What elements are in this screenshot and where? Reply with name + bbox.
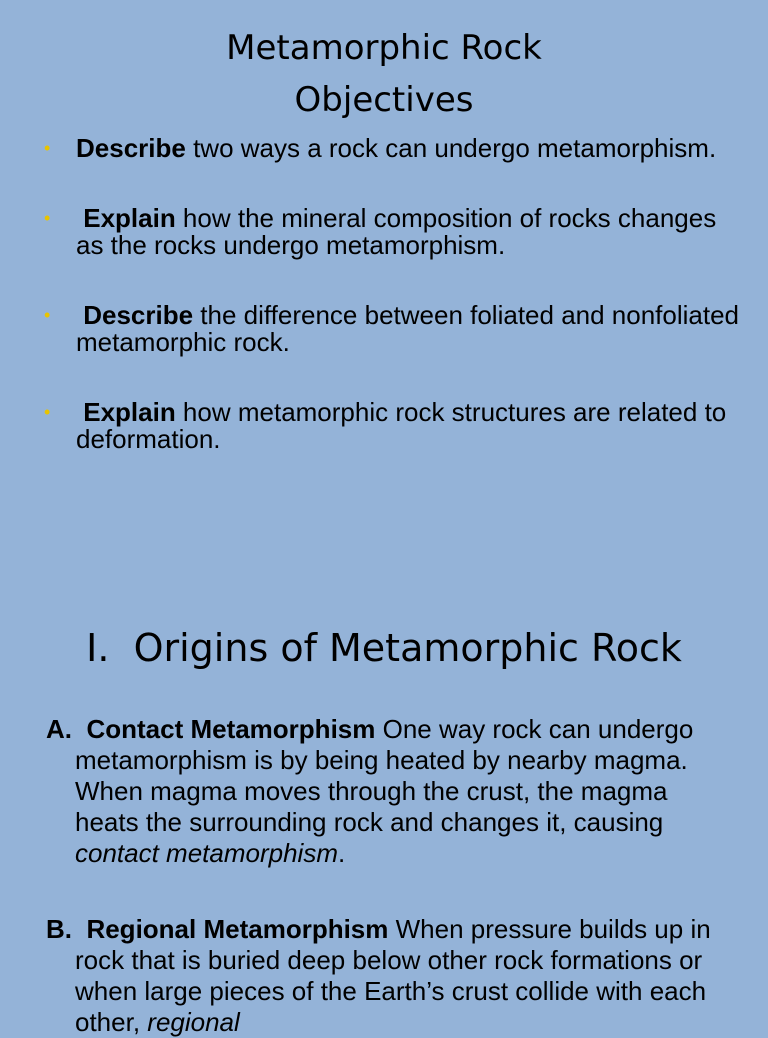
- objective-item: [44, 135, 744, 162]
- objective-text: two ways a rock can undergo metamorphism.: [185, 133, 717, 163]
- slide-title: [0, 22, 768, 126]
- objective-verb: Explain: [76, 397, 176, 427]
- bullet-icon: •: [44, 208, 51, 228]
- objective-text: the difference between foliated and nonfoliated metamorphic rock.: [76, 300, 740, 357]
- title-line-2: Objectives: [294, 80, 474, 120]
- title-line-1: Metamorphic Rock: [226, 28, 542, 68]
- section-text: When pressure builds up in rock that is buried deep below other rock formations or when large pieces of the Earth’s crust collide with each other,: [75, 914, 711, 1037]
- bullet-icon: •: [44, 402, 51, 422]
- objective-item: [44, 205, 744, 259]
- section-label: A. Contact Metamorphism: [46, 714, 376, 744]
- contact-metamorphism-paragraph: [46, 714, 736, 869]
- section-italic-term: regional: [147, 1007, 240, 1037]
- objective-text: how metamorphic rock structures are related to deformation.: [76, 397, 727, 454]
- objective-text: how the mineral composition of rocks changes as the rocks undergo metamorphism.: [76, 203, 717, 260]
- objective-item: [44, 302, 744, 356]
- bullet-icon: •: [44, 305, 51, 325]
- objective-verb: Describe: [76, 300, 194, 330]
- regional-metamorphism-paragraph: [46, 914, 736, 1038]
- objective-verb: Describe: [76, 133, 186, 163]
- objectives-list: [44, 135, 744, 496]
- section-label: B. Regional Metamorphism: [46, 914, 389, 944]
- section-italic-term: contact metamorphism: [75, 838, 338, 868]
- bullet-icon: •: [44, 138, 51, 158]
- objective-item: [44, 399, 744, 453]
- section-end: .: [337, 838, 346, 868]
- section-text: One way rock can undergo metamorphism is by being heated by nearby magma. When magma moves through the crust, the magma heats the surrounding rock and changes it, causing: [75, 714, 694, 837]
- section-title: I. Origins of Metamorphic Rock: [86, 626, 682, 670]
- objective-verb: Explain: [76, 203, 176, 233]
